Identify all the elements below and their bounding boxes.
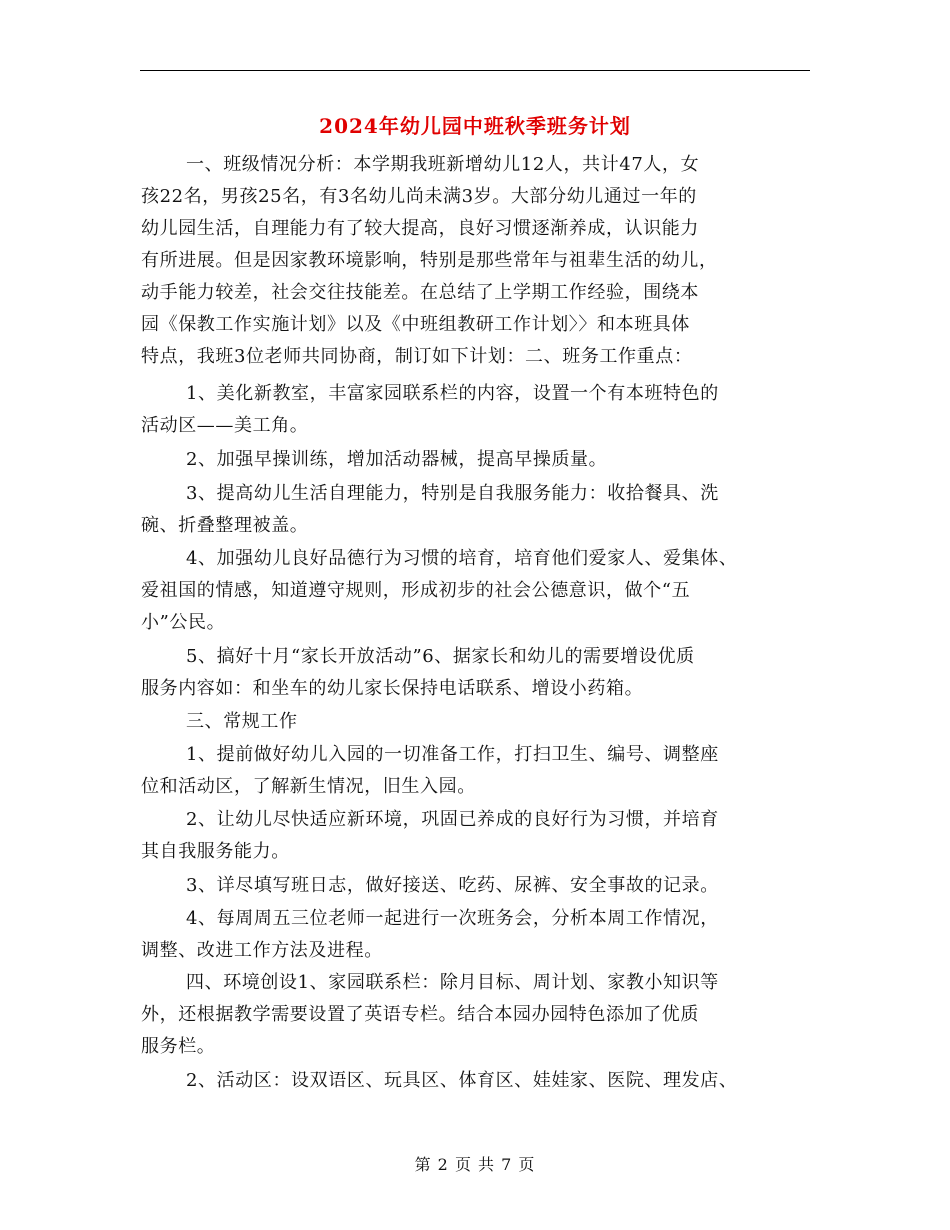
paragraph-line: 服务内容如：和坐车的幼儿家长保持电话联系、增设小药箱。 <box>141 678 644 699</box>
paragraph-line: 其自我服务能力。 <box>141 841 290 862</box>
paragraph-line: 有所进展。但是因家教环境影响，特别是那些常年与祖辈生活的幼儿， <box>141 250 718 271</box>
paragraph-line: 四、环境创设1、家园联系栏：除月目标、周计划、家教小知识等 <box>186 972 719 993</box>
paragraph-line: 位和活动区，了解新生情况，旧生入园。 <box>141 776 476 797</box>
paragraph-line: 幼儿园生活，自理能力有了较大提高，良好习惯逐渐养成，认识能力 <box>141 218 699 239</box>
paragraph-line: 孩22名，男孩25名，有3名幼儿尚未满3岁。大部分幼儿通过一年的 <box>141 186 697 207</box>
paragraph-line: 1、提前做好幼儿入园的一切准备工作，打扫卫生、编号、调整座 <box>186 744 719 765</box>
paragraph-line: 服务栏。 <box>141 1036 216 1057</box>
paragraph-line: 活动区——美工角。 <box>141 415 309 436</box>
paragraph-line: 1、美化新教室，丰富家园联系栏的内容，设置一个有本班特色的 <box>186 383 719 404</box>
paragraph-line: 一、班级情况分析：本学期我班新增幼儿12人，共计47人，女 <box>186 154 700 175</box>
paragraph-line: 外，还根据教学需要设置了英语专栏。结合本园办园特色添加了优质 <box>141 1004 699 1025</box>
paragraph-line: 4、加强幼儿良好品德行为习惯的培育，培育他们爱家人、爱集体、 <box>186 548 738 569</box>
section-heading: 三、常规工作 <box>186 711 298 732</box>
paragraph-line: 爱祖国的情感，知道遵守规则，形成初步的社会公德意识，做个“五 <box>141 580 691 601</box>
paragraph-line: 动手能力较差，社会交往技能差。在总结了上学期工作经验，围绕本 <box>141 282 699 303</box>
header-rule <box>140 70 810 71</box>
paragraph-line: 3、提高幼儿生活自理能力，特别是自我服务能力：收拾餐具、洗 <box>186 483 719 504</box>
paragraph-line: 3、详尽填写班日志，做好接送、吃药、尿裤、安全事故的记录。 <box>186 875 719 896</box>
paragraph-line: 5、搞好十月“家长开放活动”6、据家长和幼儿的需要增设优质 <box>186 646 695 667</box>
paragraph-line: 2、活动区：设双语区、玩具区、体育区、娃娃家、医院、理发店、 <box>186 1070 738 1091</box>
paragraph-line: 2、让幼儿尽快适应新环境，巩固已养成的良好行为习惯，并培育 <box>186 809 719 830</box>
paragraph-line: 特点，我班3位老师共同协商，制订如下计划：二、班务工作重点： <box>141 346 693 367</box>
page-number: 第 2 页 共 7 页 <box>414 1155 536 1174</box>
paragraph-line: 小”公民。 <box>141 612 226 633</box>
paragraph-line: 调整、改进工作方法及进程。 <box>141 940 383 961</box>
paragraph-line: 碗、折叠整理被盖。 <box>141 515 309 536</box>
document-title: 2024年幼儿园中班秋季班务计划 <box>319 114 631 138</box>
paragraph-line: 园《保教工作实施计划》以及《中班组教研工作计划〉〉和本班具体 <box>141 314 690 335</box>
paragraph-line: 4、每周周五三位老师一起进行一次班务会，分析本周工作情况， <box>186 908 719 929</box>
paragraph-line: 2、加强早操训练，增加活动器械，提高早操质量。 <box>186 449 608 470</box>
